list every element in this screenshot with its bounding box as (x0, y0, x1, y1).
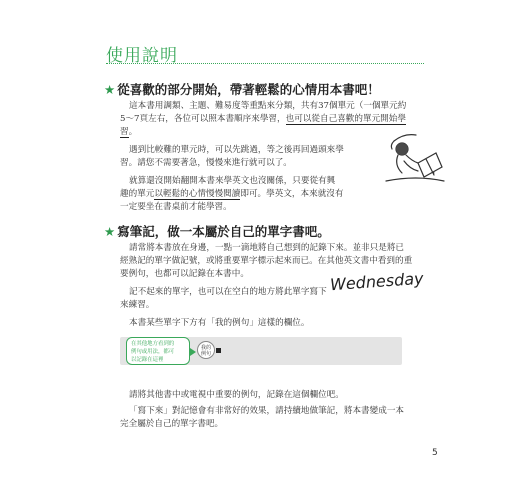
s2-p5-line2: 完全屬於自己的單字書吧。 (120, 419, 224, 429)
section-heading-1 (104, 80, 380, 98)
s1-highlight-1: 也可以從自己喜歡的單元開始學 (285, 114, 406, 124)
badge-line2: 例句 (200, 351, 211, 357)
note-tip (126, 337, 190, 365)
s1-p3-line2 (120, 188, 343, 201)
s1-p3-line1: 就算還沒開始翻開本書來學英文也沒關係，只要從有興 (129, 176, 336, 186)
s2-p1-line2: 經熟記的單字做記號，或將重要單字標示起來而已。在其他英文書中看到的重 (120, 256, 413, 266)
title-divider (106, 63, 424, 64)
s2-p1-line1: 請常將本書放在身邊，一點一滴地將自己想到的記錄下來。並非只是將已 (129, 243, 405, 253)
s1-p2-line2: 習。請您不需要著急，慢慢來進行就可以了。 (120, 158, 292, 168)
note-tip-line3: 以記錄在這裡 (131, 357, 164, 363)
handwriting-illustration (328, 267, 424, 297)
s2-p1-line3: 要例句，也都可以記錄在本書中。 (120, 269, 249, 279)
s2-p2-line2: 來練習。 (120, 300, 155, 310)
my-example-badge (197, 341, 215, 359)
section-heading-1-text: 從喜歡的部分開始，帶著輕鬆的心情用本書吧！ (117, 82, 380, 97)
s2-p5-line1: 「寫下來」對記憶會有非常好的效果，請持續地做筆記，將本書變成一本 (129, 406, 405, 416)
reading-person-illustration (376, 129, 448, 191)
section-heading-2 (104, 222, 330, 240)
s1-p3-line2-c: 即可。學英文，本來就沒有 (240, 189, 344, 199)
s2-p2-line1: 記不起來的單字，也可以在空白的地方將此單字寫下 (129, 287, 327, 297)
s1-p1-line2-a: 5～7頁左右，各位可以照本書順序來學習， (120, 114, 286, 124)
page-title: 使用說明 (106, 46, 178, 66)
s1-highlight-2: 以輕鬆的心情慢慢閱讀 (154, 189, 241, 199)
star-icon-2: ★ (104, 224, 116, 239)
s1-p1-line3-end: 。 (128, 127, 138, 137)
section-heading-2-text: 寫筆記，做一本屬於自己的單字書吧。 (117, 224, 330, 239)
s1-p2-line1: 遇到比較難的單元時，可以先跳過，等之後再回過頭來學 (129, 145, 344, 155)
note-tip-line2: 例句或用法，都可 (131, 349, 175, 355)
s1-p3-line2-a: 趣的單元 (120, 189, 155, 199)
handwriting-word: Wednesday (329, 268, 424, 295)
s1-p1-line2 (120, 113, 406, 126)
note-marker (216, 348, 221, 353)
s1-p1-line1: 這本書用調類、主題、難易度等重點來分類，共有37個單元（一個單元約 (129, 101, 407, 111)
badge-line1: 我的 (200, 345, 211, 351)
s2-p4-line1: 請將其他書中或電視中重要的例句，記錄在這個欄位吧。 (129, 390, 344, 400)
s1-highlight-1b: 習 (120, 127, 129, 137)
note-arrow-icon (190, 348, 196, 356)
note-tip-line1: 在其他地方看到的 (131, 341, 175, 347)
s2-p3-line1: 本書某些單字下方有「我的例句」這樣的欄位。 (129, 318, 310, 328)
s1-p1-line3 (120, 126, 137, 139)
page-number: 5 (432, 448, 438, 458)
star-icon: ★ (104, 82, 116, 97)
s1-p3-line3: 一定要坐在書桌前才能學習。 (120, 202, 232, 212)
